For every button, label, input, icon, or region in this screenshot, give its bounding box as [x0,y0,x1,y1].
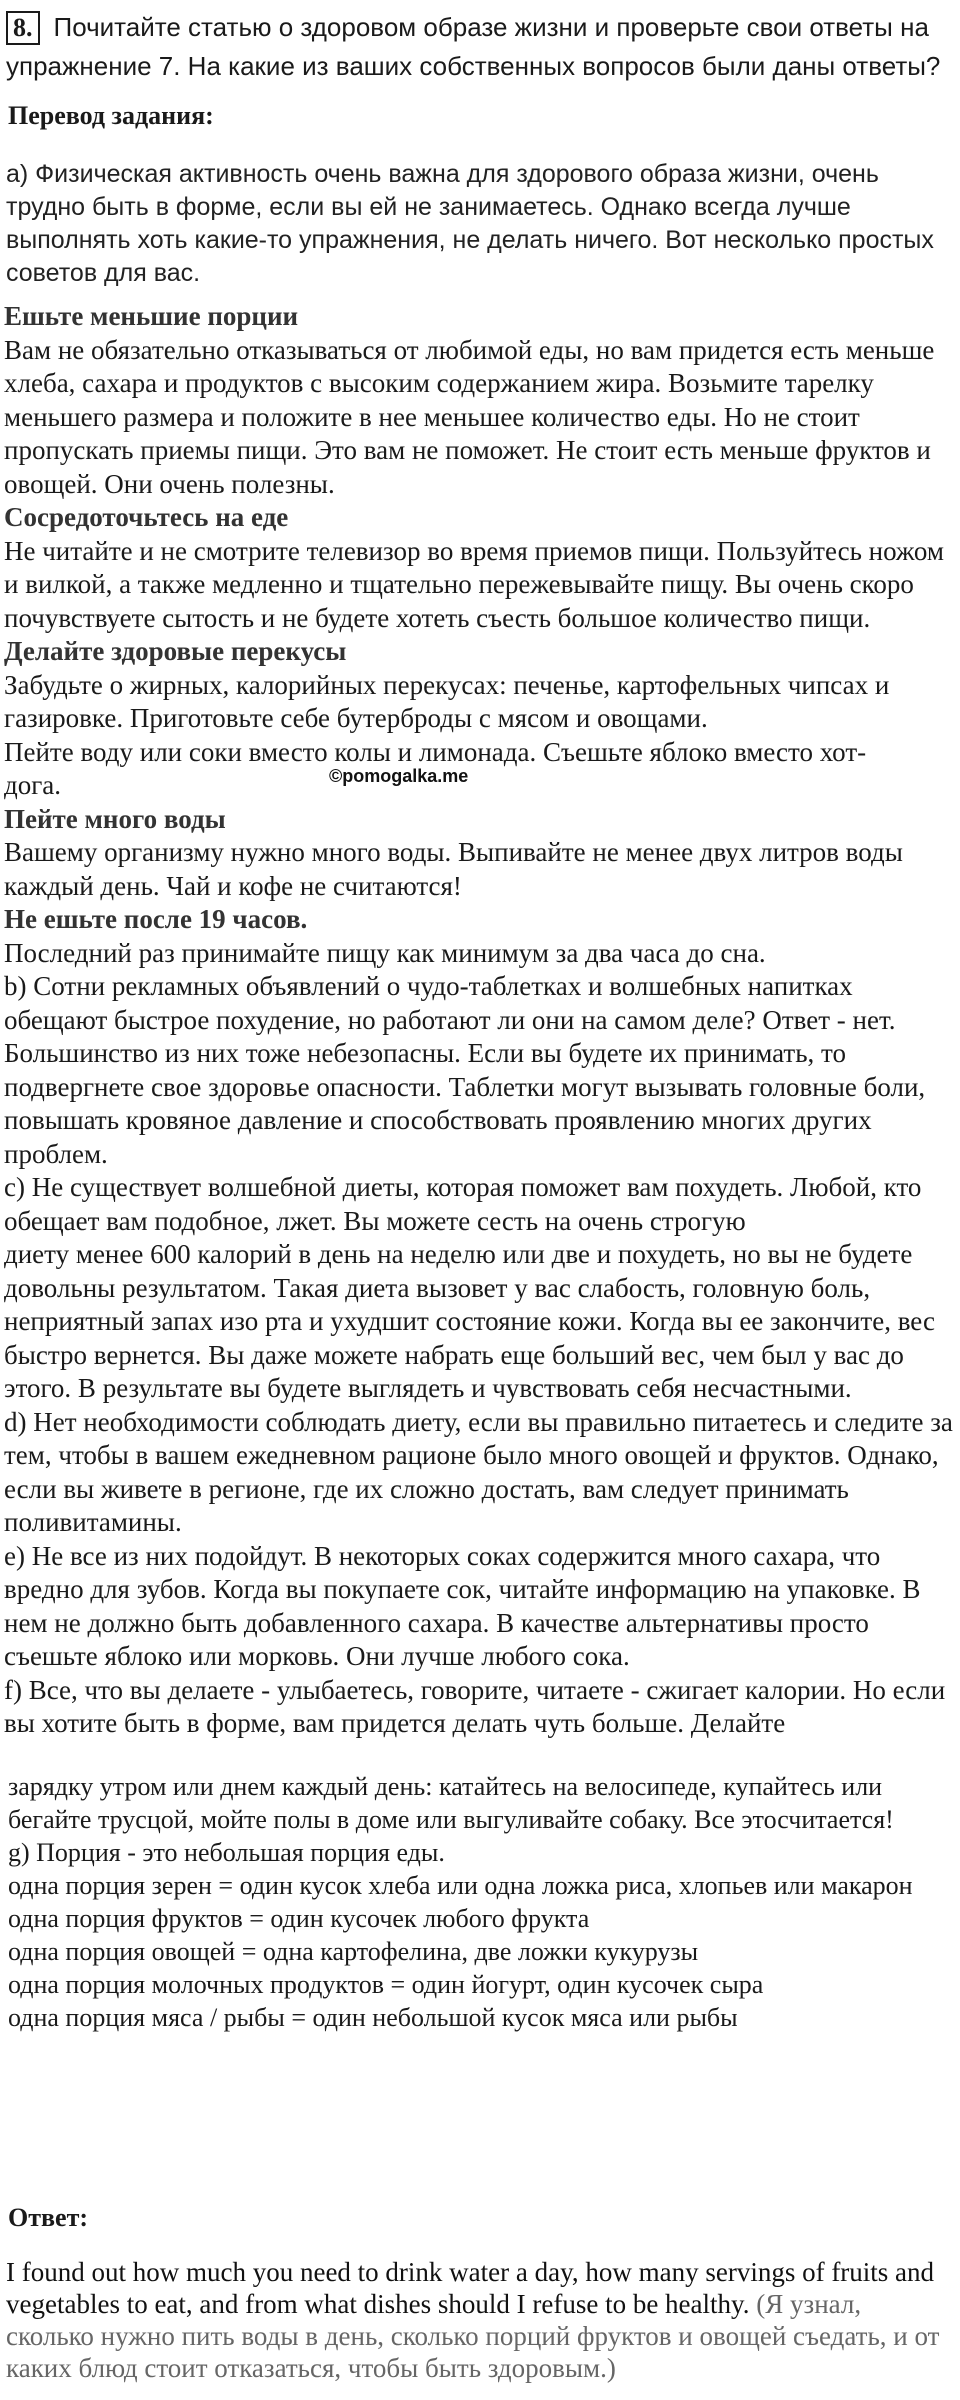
section-text: Вашему организму нужно много воды. Выпивайте не менее двух литров воды каждый день. Чай и кофе не считаются! [4,837,903,901]
answer-english: I found out how much you need to drink water a day, how many servings of fruits and vegetables to eat, and from what dishes should I refuse to be healthy. [6,2257,935,2319]
task-statement [6,8,952,86]
intro-paragraph: а) Физическая активность очень важна для здорового образа жизни, очень трудно быть в форме, если вы ей не занимаетесь. Однако всегда лучше выполнять хоть какие-то упражнения, не делать ничего. Вот несколько простых советов для вас. [6,160,934,287]
portion-line: одна порция молочных продуктов = один йогурт, один кусочек сыра [8,1970,764,1999]
portion-line: одна порция зерен = один кусок хлеба или одна ложка риса, хлопьев или макарон [8,1871,913,1900]
section-text-tail-word: дога. [4,770,62,800]
section-text: Не читайте и не смотрите телевизор во время приемов пищи. Пользуйтесь ножом и вилкой, а также медленно и тщательно пережевывайте пищу. Вы очень скоро почувствуете сытость и не будете хотеть съесть большое количество пищи. [4,535,944,633]
answer-heading: Ответ: [8,2203,89,2232]
section-heading: Не ешьте после 19 часов. [4,904,308,934]
article-body [4,300,954,1741]
continued-block [8,1770,948,2034]
answer-text [6,2256,952,2384]
section-text-continued: Пейте воду или соки вместо колы и лимонада. Съешьте яблоко вместо хот- [4,736,867,767]
task-number: 8. [6,11,40,45]
portion-line: одна порция фруктов = один кусочек любого фрукта [8,1904,590,1933]
task-text: Почитайте статью о здоровом образе жизни и проверьте свои ответы на упражнение 7. На какие из ваших собственных вопросов были даны ответы? [6,12,941,81]
portion-line: g) Порция - это небольшая порция еды. [8,1838,445,1867]
portion-line: одна порция мяса / рыбы = один небольшой кусок мяса или рыбы [8,2003,738,2032]
watermark: ©pomogalka.me [329,766,469,786]
answer-c-part1: с) Не существует волшебной диеты, которая поможет вам похудеть. Любой, кто обещает вам подобное, лжет. Вы можете сесть на очень строгую [4,1172,922,1236]
section-text: Забудьте о жирных, калорийных перекусах: печенье, картофельных чипсах и газировке. Приготовьте себе бутерброды с мясом и овощами. [4,669,890,733]
section-text-tail [4,766,954,803]
portion-line: одна порция овощей = одна картофелина, две ложки кукурузы [8,1937,699,1966]
section-heading: Пейте много воды [4,803,226,834]
translation-heading: Перевод задания: [8,101,214,130]
section-text: Последний раз принимайте пищу как минимум за два часа до сна. [4,937,766,968]
answer-f-part2: зарядку утром или днем каждый день: катайтесь на велосипеде, купайтесь или бегайте трусцой, мойте полы в доме или выгуливайте собаку. Все этосчитается! [8,1772,894,1834]
answer-b: b) Сотни рекламных объявлений о чудо-таблетках и волшебных напитках обещают быстрое похудение, но работают ли они на самом деле? Ответ - нет. Большинство из них тоже небезопасны. Если вы будете их принимать, то подвергнете свое здоровье опасности. Таблетки могут вызывать головные боли, повышать кровяное давление и способствовать проявлению многих других проблем. [4,971,926,1169]
answer-c-part2: диету менее 600 калорий в день на неделю или две и похудеть, но вы не будете довольны результатом. Такая диета вызовет у вас слабость, головную боль, неприятный запах изо рта и ухудшит состояние кожи. Когда вы ее закончите, вес быстро вернется. Вы даже можете набрать еще больший вес, чем был у вас до этого. В результате вы будете выглядеть и чувствовать себя несчастными. [4,1239,935,1403]
answer-russian: (Я узнал, сколько нужно пить воды в день, сколько порций фруктов и овощей съедать, и от каких блюд стоит отказаться, чтобы быть здоровым.) [6,2289,940,2383]
answer-d: d) Нет необходимости соблюдать диету, если вы правильно питаетесь и следите за тем, чтобы в вашем ежедневном рационе было много овощей и фруктов. Однако, если вы живете в регионе, где их сложно достать, вам следует принимать поливитамины. [4,1406,953,1537]
section-heading: Ешьте меньшие порции [4,301,299,331]
answer-f-part1: f) Все, что вы делаете - улыбаетесь, говорите, читаете - сжигает калории. Но если вы хотите быть в форме, вам придется делать чуть больше. Делайте [4,1674,946,1738]
section-heading: Делайте здоровые перекусы [4,636,347,666]
section-text: Вам не обязательно отказываться от любимой еды, но вам придется есть меньше хлеба, сахара и продуктов с высоким содержанием жира. Возьмите тарелку меньшего размера и положите в нее меньшее количество еды. Но не стоит пропускать приемы пищи. Это вам не поможет. Не стоит есть меньше фруктов и овощей. Они очень полезны. [4,334,935,499]
answer-e: е) Не все из них подойдут. В некоторых соках содержится много сахара, что вредно для зубов. Когда вы покупаете сок, читайте информацию на упаковке. В нем не должно быть добавленного сахара. В качестве альтернативы просто съешьте яблоко или морковь. Они лучше любого сока. [4,1540,921,1671]
section-heading: Сосредоточьтесь на еде [4,502,289,532]
